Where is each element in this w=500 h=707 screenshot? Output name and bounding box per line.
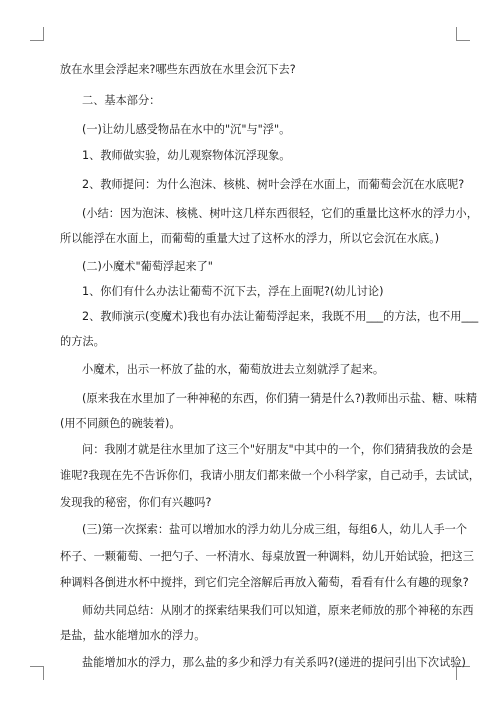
crop-mark-bottom-left-h	[30, 666, 44, 667]
paragraph-line: 小魔术，出示一杯放了盐的水，葡萄放进去立刻就浮了起来。	[82, 363, 385, 376]
crop-mark-top-left-h	[30, 40, 44, 41]
paragraph-line: 所以能浮在水面上，而葡萄的重量大过了这杯水的浮力，所以它会沉在水底。)	[60, 232, 440, 245]
paragraph-line: 是盐，盐水能增加水的浮力。	[60, 629, 206, 642]
paragraph-line: 发现我的秘密，你们有兴趣吗?	[60, 496, 212, 509]
paragraph-line: 2、教师演示(变魔术)我也有办法让葡萄浮起来，我既不用___的方法，也不用___	[82, 310, 479, 323]
paragraph-line: (小结：因为泡沫、核桃、树叶这几样东西很轻，它们的重量比这杯水的浮力小，	[82, 207, 478, 220]
paragraph-line: (用不同颜色的碗装着)。	[60, 417, 181, 430]
paragraph-line: (原来我在水里加了一种神秘的东西，你们猜一猜是什么?)教师出示盐、糖、味精	[82, 392, 478, 405]
paragraph-line: 盐能增加水的浮力，那么盐的多少和浮力有关系吗?(递进的提问引出下次试验)	[82, 656, 466, 669]
paragraph-line: 2、教师提问：为什么泡沫、核桃、树叶会浮在水面上，而葡萄会沉在水底呢?	[82, 178, 465, 191]
crop-mark-bottom-left-v	[43, 666, 44, 680]
crop-mark-top-left-v	[43, 27, 44, 41]
paragraph-line: 1、教师做实验，幼儿观察物体沉浮现象。	[82, 149, 291, 162]
subsection-heading: (三)第一次探索：盐可以增加水的浮力幼儿分成三组，每组6人，幼儿人手一个	[82, 523, 468, 536]
paragraph-line: 问：我刚才就是往水里加了这三个"好朋友"中其中的一个，你们猜猜我放的会是	[82, 443, 473, 456]
subsection-heading: (二)小魔术"葡萄浮起来了"	[82, 260, 213, 273]
paragraph-line: 师幼共同总结：从刚才的探索结果我们可以知道，原来老师放的那个神秘的东西	[82, 604, 474, 617]
paragraph-line: 种调料各倒进水杯中搅拌，到它们完全溶解后再放入葡萄，看看有什么有趣的现象?	[60, 576, 469, 589]
subsection-heading: (一)让幼儿感受物品在水中的"沉"与"浮"。	[82, 123, 291, 136]
section-heading: 二、基本部分：	[82, 94, 161, 107]
crop-mark-top-right-h	[456, 40, 470, 41]
paragraph-line: 谁呢?我现在先不告诉你们，我请小朋友们都来做一个小科学家，自己动手，去试试，	[60, 469, 480, 482]
paragraph-line: 杯子、一颗葡萄、一把勺子、一杯清水、每桌放置一种调料，幼儿开始试验，把这三	[60, 550, 474, 563]
paragraph-line: 1、你们有什么办法让葡萄不沉下去，浮在上面呢?(幼儿讨论)	[82, 285, 384, 298]
crop-mark-top-right-v	[456, 27, 457, 41]
paragraph-line: 的方法。	[60, 335, 105, 348]
paragraph-line: 放在水里会浮起来?哪些东西放在水里会沉下去?	[60, 63, 296, 76]
